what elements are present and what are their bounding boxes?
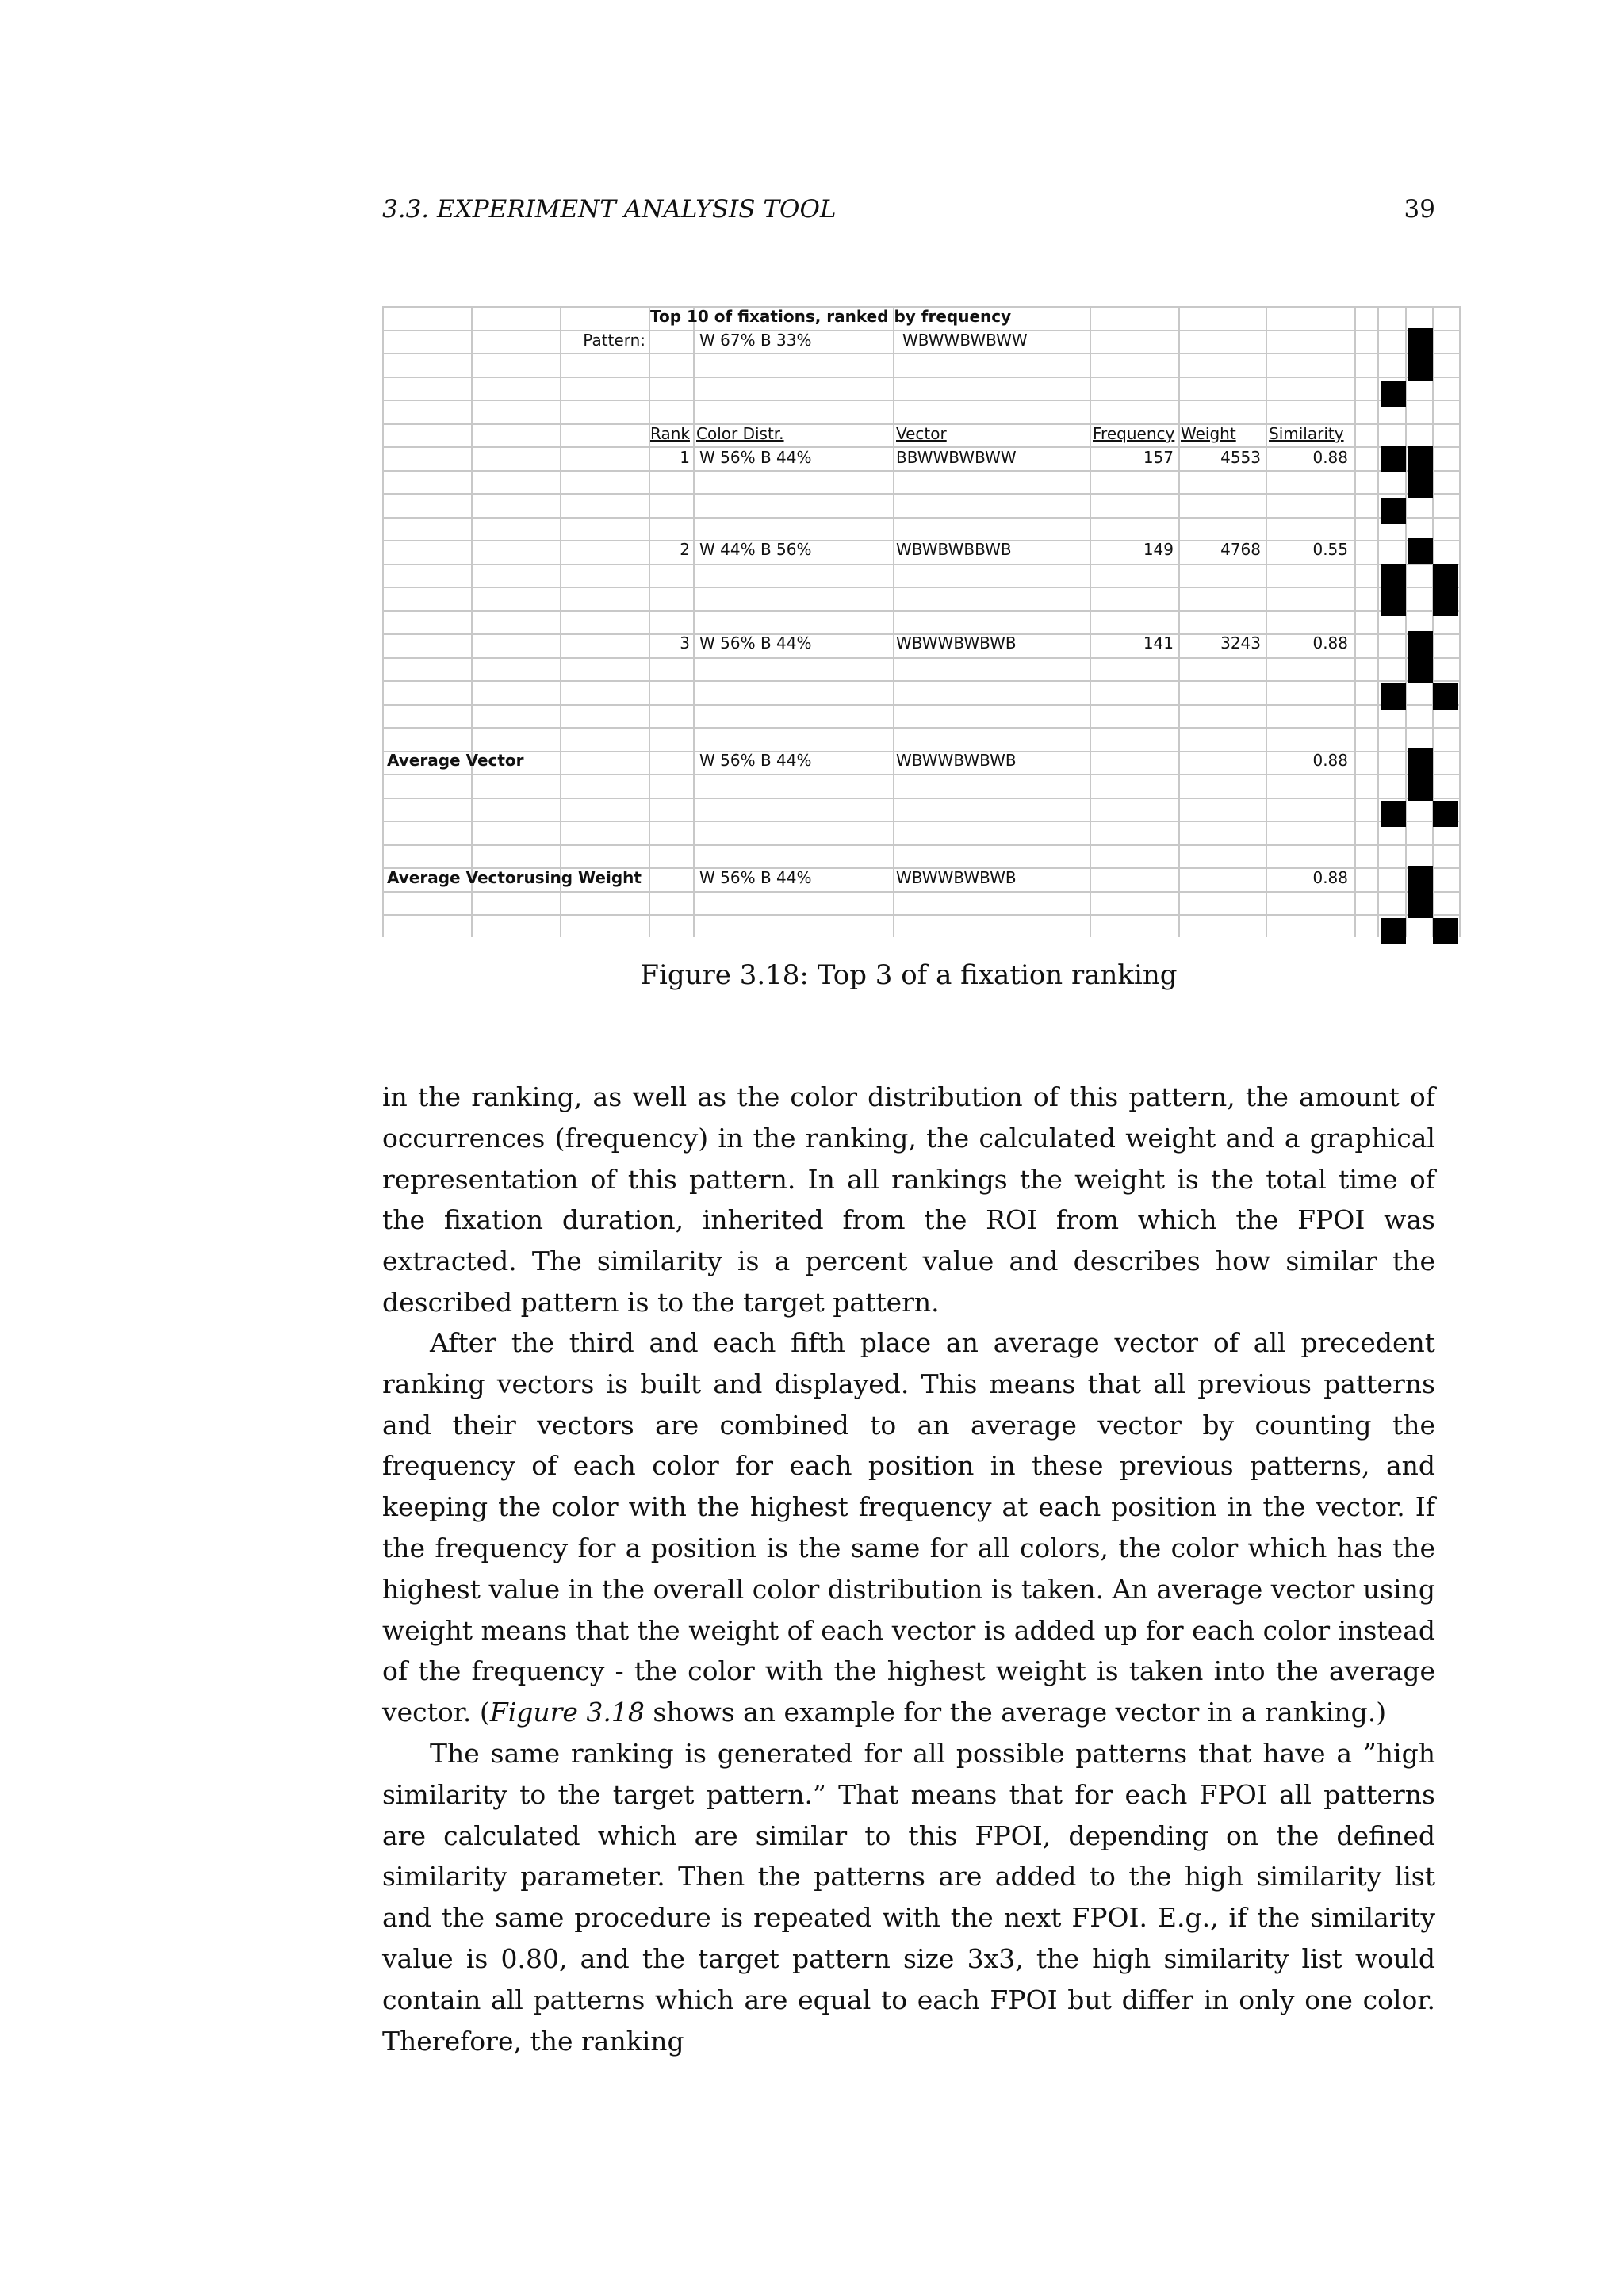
paragraph-2-text-b: shows an example for the average vector in a ranking.): [644, 1697, 1387, 1728]
gridline-h: [382, 517, 1459, 519]
average-vector-label: Average Vector: [387, 751, 524, 770]
row2-color: W 44% B 56%: [699, 540, 812, 559]
figure-reference: Figure 3.18: [489, 1697, 645, 1728]
average-weight-similarity: 0.88: [1312, 868, 1348, 887]
gridline-h: [382, 400, 1459, 401]
gridline-h: [382, 377, 1459, 378]
pattern-cell-black: [1408, 892, 1433, 918]
row2-vector: WBWBWBBWB: [896, 540, 1012, 559]
pattern-cell-black: [1408, 538, 1433, 564]
pattern-cell-black: [1408, 657, 1433, 683]
row3-vector: WBWWBWBWB: [896, 633, 1017, 652]
col-header-color: Color Distr.: [696, 424, 784, 443]
pattern-cell-black: [1381, 564, 1406, 590]
pattern-cell-black: [1433, 564, 1458, 590]
pattern-cell-black: [1433, 590, 1458, 616]
section-title: 3.3. EXPERIMENT ANALYSIS TOOL: [382, 195, 837, 224]
pattern-cell-black: [1381, 683, 1406, 710]
average-vector-similarity: 0.88: [1312, 751, 1348, 770]
pattern-cell-black: [1381, 381, 1406, 407]
row3-color: W 56% B 44%: [699, 633, 812, 652]
average-weight-vector: WBWWBWBWB: [896, 868, 1017, 887]
gridline-v: [1266, 306, 1267, 937]
spreadsheet-figure: [382, 306, 1459, 937]
col-header-rank: Rank: [650, 424, 690, 443]
gridline-h: [382, 564, 1459, 565]
gridline-h: [382, 914, 1459, 916]
gridline-h: [382, 470, 1459, 472]
gridline-h: [382, 704, 1459, 706]
gridline-v: [649, 306, 650, 937]
row1-similarity: 0.88: [1312, 448, 1348, 467]
row1-rank: 1: [680, 448, 690, 467]
paragraph-2-text-a: After the third and each fifth place an average vector of all precedent ranking vectors is built and displayed. This means that all previous patterns and their vectors are combined to an average vector by counting the frequency of each color for each position in these previous patterns, and keeping the color with the highest frequency at each position in the vector. If the frequency for a position is the same for all colors, the color which has the highest value in the overall color distribution is taken. An average vector using weight means that the weight of each vector is added up for each color instead of the frequency - the color with the highest weight is taken into the average vector. (: [382, 1327, 1435, 1728]
row1-frequency: 157: [1143, 448, 1174, 467]
gridline-h: [382, 821, 1459, 822]
row3-weight: 3243: [1220, 633, 1261, 652]
col-header-similarity: Similarity: [1269, 424, 1344, 443]
gridline-v: [1377, 306, 1379, 937]
gridline-h: [382, 798, 1459, 799]
gridline-v: [1432, 306, 1434, 937]
pattern-vector: WBWWBWBWW: [902, 331, 1028, 350]
col-header-frequency: Frequency: [1093, 424, 1175, 443]
figure-title: Top 10 of fixations, ranked by frequency: [650, 307, 1012, 326]
paragraph-3: The same ranking is generated for all possible patterns that have a ”high similarity to the target pattern.” That means that for each FPOI all patterns are calculated which are similar to this FPOI, depending on the defined similarity parameter. Then the patterns are added to the high similarity list and the same procedure is repeated with the next FPOI. E.g., if the similarity value is 0.80, and the target pattern size 3x3, the high similarity list would contain all patterns which are equal to each FPOI but differ in only one color. Therefore, the ranking: [382, 1738, 1435, 2057]
pattern-cell-black: [1408, 866, 1433, 892]
running-header: [382, 193, 1435, 225]
row2-rank: 2: [680, 540, 690, 559]
pattern-cell-black: [1381, 801, 1406, 827]
pattern-cell-black: [1381, 498, 1406, 524]
row3-rank: 3: [680, 633, 690, 652]
gridline-v: [1178, 306, 1180, 937]
pattern-cell-black: [1408, 631, 1433, 657]
col-header-weight: Weight: [1181, 424, 1236, 443]
pattern-label: Pattern:: [583, 331, 645, 350]
row2-frequency: 149: [1143, 540, 1174, 559]
paragraph-2: [382, 1322, 1435, 1733]
gridline-h: [382, 774, 1459, 775]
row2-weight: 4768: [1220, 540, 1261, 559]
gridline-h: [382, 891, 1459, 893]
row3-similarity: 0.88: [1312, 633, 1348, 652]
figure-caption: Figure 3.18: Top 3 of a fixation ranking: [640, 959, 1178, 991]
row1-vector: BBWWBWBWW: [896, 448, 1017, 467]
pattern-cell-black: [1433, 918, 1458, 944]
page-number: 39: [1404, 195, 1435, 224]
row2-similarity: 0.55: [1312, 540, 1348, 559]
pattern-cell-black: [1408, 328, 1433, 354]
pattern-color-distr: W 67% B 33%: [699, 331, 812, 350]
paragraph-1: in the ranking, as well as the color distribution of this pattern, the amount of occurrences (frequency) in the ranking, the calculated weight and a graphical representation of this pattern. In all rankings the weight is the total time of the fixation duration, inherited from the ROI from which the FPOI was extracted. The similarity is a percent value and describes how similar the described pattern is to the target pattern.: [382, 1081, 1435, 1318]
pattern-cell-black: [1381, 590, 1406, 616]
pattern-cell-black: [1381, 918, 1406, 944]
gridline-h: [382, 587, 1459, 588]
pattern-cell-black: [1408, 354, 1433, 381]
col-header-vector: Vector: [896, 424, 947, 443]
gridline-h: [382, 493, 1459, 495]
gridline-v: [1354, 306, 1356, 937]
gridline-h: [382, 353, 1459, 354]
gridline-v: [560, 306, 561, 937]
gridline-h: [382, 844, 1459, 846]
average-weight-label: Average Vectorusing Weight: [387, 868, 642, 887]
gridline-h: [382, 680, 1459, 682]
row3-frequency: 141: [1143, 633, 1174, 652]
pattern-cell-black: [1408, 775, 1433, 801]
gridline-h: [382, 727, 1459, 729]
gridline-v: [1459, 306, 1461, 937]
gridline-v: [1090, 306, 1091, 937]
gridline-v: [893, 306, 894, 937]
pattern-cell-black: [1433, 683, 1458, 710]
pattern-cell-black: [1408, 748, 1433, 775]
row1-weight: 4553: [1220, 448, 1261, 467]
gridline-h: [382, 657, 1459, 659]
gridline-v: [693, 306, 695, 937]
average-weight-color: W 56% B 44%: [699, 868, 812, 887]
pattern-cell-black: [1381, 446, 1406, 472]
gridline-v: [382, 306, 384, 937]
pattern-cell-black: [1408, 446, 1433, 472]
average-vector-vector: WBWWBWBWB: [896, 751, 1017, 770]
pattern-cell-black: [1408, 472, 1433, 498]
average-vector-color: W 56% B 44%: [699, 751, 812, 770]
gridline-v: [471, 306, 473, 937]
pattern-cell-black: [1433, 801, 1458, 827]
gridline-h: [382, 610, 1459, 612]
row1-color: W 56% B 44%: [699, 448, 812, 467]
